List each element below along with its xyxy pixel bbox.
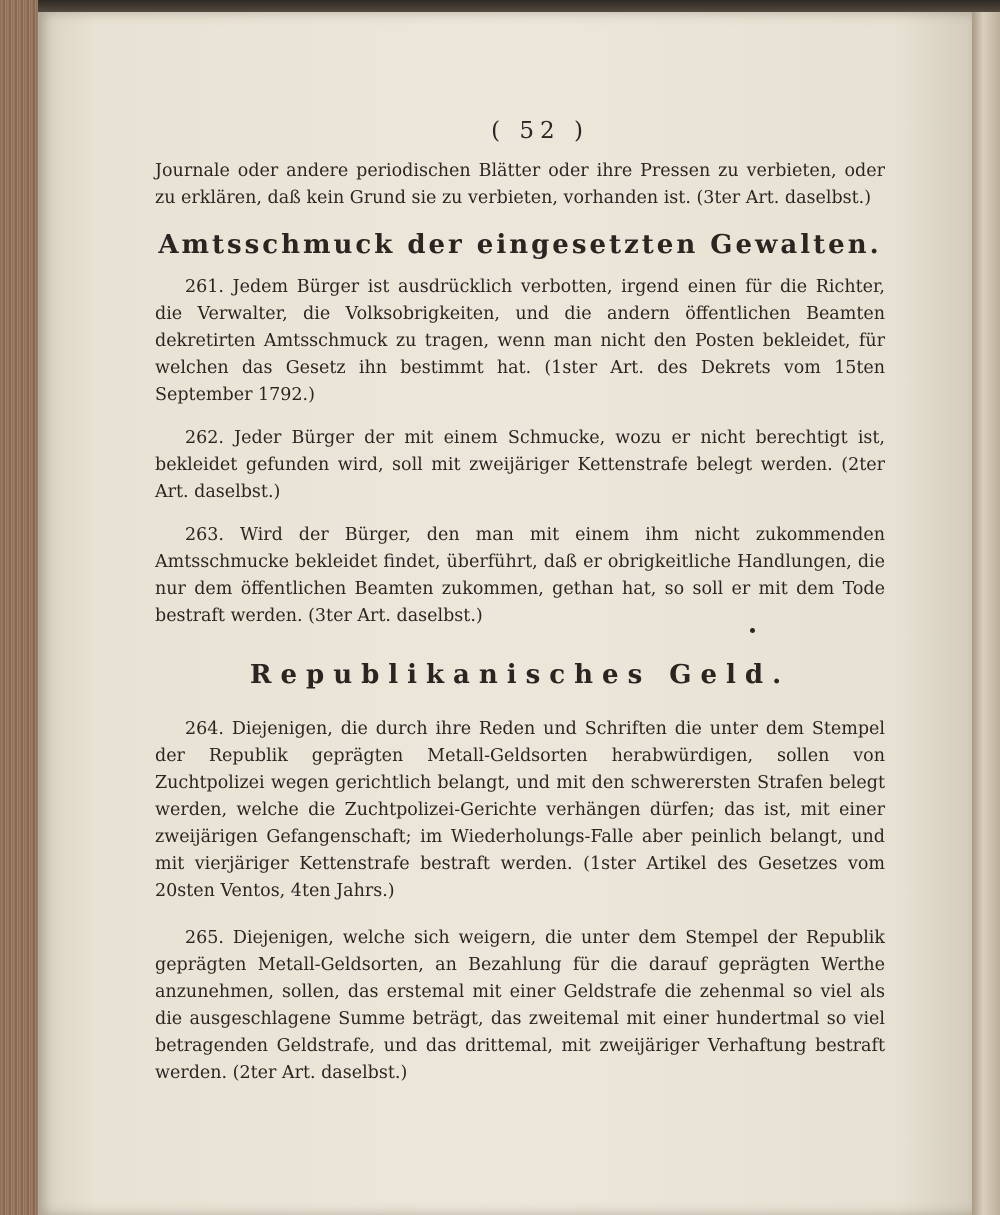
- section-heading-amtsschmuck: Amtsschmuck der eingesetzten Gewalten.: [158, 230, 882, 260]
- article-264: 264. Diejenigen, die durch ihre Reden und Schriften die unter dem Stempel der Republik geprägten Metall-Geldsorten herabwürdigen, sollen von Zuchtpolizei wegen gerichtlich belangt, und mit den schwerersten Strafen belegt werden, welche die Zuchtpolizei-Gerichte verhängen dürfen; das ist, mit einer zweijärigen Gefangenschaft; im Wiederholungs-Falle aber peinlich belangt, und mit vierjäriger Kettenstrafe bestraft werden. (1ster Artikel des Gesetzes vom 20sten Ventos, 4ten Jahrs.): [155, 719, 885, 901]
- article-265: 265. Diejenigen, welche sich weigern, die unter dem Stempel der Republik geprägten Metall-Geldsorten, an Bezahlung für die darauf geprägten Werthe anzunehmen, sollen, das erstemal mit einer Geldstrafe die zehenmal so viel als die ausgeschlagene Summe beträgt, das zweitemal mit einer hundertmal so viel betragenden Geldstrafe, und das drittemal, mit zweijäriger Verhaftung bestraft werden. (2ter Art. daselbst.): [155, 928, 885, 1083]
- page-right-edge: [972, 12, 1000, 1215]
- page-number: ( 52 ): [491, 118, 589, 144]
- section-heading-geld: Republikanisches Geld.: [249, 660, 791, 690]
- article-263: 263. Wird der Bürger, den man mit einem ihm nicht zukommenden Amtsschmucke bekleidet findet, überführt, daß er obrigkeitliche Handlungen, die nur dem öffentlichen Beamten zukommen, gethan hat, so soll er mit dem Tode bestraft werden. (3ter Art. daselbst.): [155, 525, 885, 626]
- intro-paragraph: Journale oder andere periodischen Blätter oder ihre Pressen zu verbieten, oder zu erklären, daß kein Grund sie zu verbieten, vorhanden ist. (3ter Art. daselbst.): [155, 161, 885, 208]
- ink-dot: [750, 628, 755, 633]
- book-spine-edge: [0, 0, 38, 1215]
- page-text: [155, 118, 885, 1103]
- article-262: 262. Jeder Bürger der mit einem Schmucke, wozu er nicht berechtigt ist, bekleidet gefunden wird, soll mit zweijäriger Kettenstrafe belegt werden. (2ter Art. daselbst.): [155, 428, 885, 502]
- article-261: 261. Jedem Bürger ist ausdrücklich verbotten, irgend einen für die Richter, die Verwalter, die Volksobrigkeiten, und die andern öffentlichen Beamten dekretirten Amtsschmuck zu tragen, wenn man nicht den Posten bekleidet, für welchen das Gesetz ihn bestimmt hat. (1ster Art. des Dekrets vom 15ten September 1792.): [155, 277, 885, 405]
